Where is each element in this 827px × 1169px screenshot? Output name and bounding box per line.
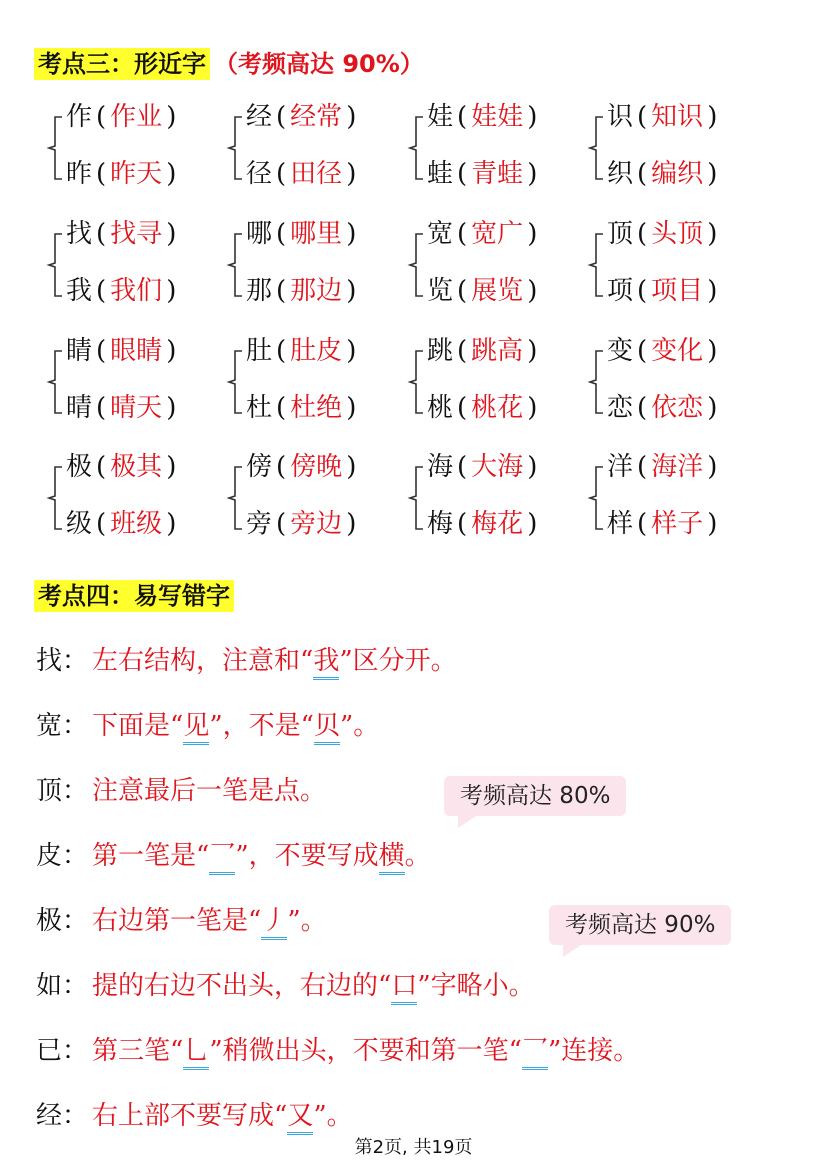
pair-row-first — [427, 101, 541, 133]
explanation-text: ”，不是“ — [209, 711, 314, 741]
brace-icon — [226, 466, 244, 530]
open-paren: ( — [637, 452, 648, 482]
close-paren: ) — [527, 102, 538, 132]
open-paren: ( — [637, 336, 648, 366]
pair-word: 班级 — [110, 509, 163, 539]
brace-icon — [587, 466, 605, 530]
error-prone-line — [36, 1030, 639, 1067]
pair-word: 昨天 — [110, 159, 163, 189]
error-prone-line — [36, 770, 326, 807]
close-paren: ) — [166, 452, 177, 482]
pair-word: 旁边 — [290, 509, 343, 539]
explanation-text: 下面是“ — [92, 711, 184, 741]
close-paren: ) — [166, 219, 177, 249]
close-paren: ) — [527, 276, 538, 306]
open-paren: ( — [96, 336, 107, 366]
pair-word: 样子 — [651, 509, 704, 539]
close-paren: ) — [166, 276, 177, 306]
error-prone-line — [36, 835, 431, 872]
pair-character: 旁 — [246, 509, 273, 539]
pair-row-second — [427, 508, 541, 540]
char-pair-group — [407, 337, 597, 427]
brace-icon — [226, 116, 244, 180]
char-pair-group — [587, 337, 777, 427]
open-paren: ( — [457, 509, 468, 539]
open-paren: ( — [457, 219, 468, 249]
pair-row-first — [607, 335, 721, 367]
open-paren: ( — [276, 509, 287, 539]
error-prone-character: 如 — [36, 971, 63, 1001]
pair-word: 跳高 — [471, 336, 524, 366]
pair-character: 洋 — [607, 452, 634, 482]
pair-character: 睛 — [66, 336, 93, 366]
open-paren: ( — [276, 159, 287, 189]
open-paren: ( — [96, 452, 107, 482]
error-prone-character: 极 — [36, 906, 63, 936]
error-prone-character: 顶 — [36, 776, 63, 806]
pair-row-first — [607, 451, 721, 483]
pair-row-second — [66, 158, 180, 190]
open-paren: ( — [276, 393, 287, 423]
open-paren: ( — [457, 452, 468, 482]
pair-word: 那边 — [290, 276, 343, 306]
open-paren: ( — [457, 393, 468, 423]
explanation-text: ”字略小。 — [417, 971, 535, 1001]
highlighted-stroke: 贝 — [314, 711, 340, 745]
brace-icon — [407, 466, 425, 530]
explanation-text: ”，不要写成 — [235, 841, 379, 871]
pair-character: 晴 — [66, 393, 93, 423]
close-paren: ) — [707, 102, 718, 132]
error-prone-character: 经 — [36, 1101, 63, 1131]
pair-word: 依恋 — [651, 393, 704, 423]
close-paren: ) — [166, 159, 177, 189]
pair-character: 顶 — [607, 219, 634, 249]
pair-word: 项目 — [651, 276, 704, 306]
close-paren: ) — [707, 219, 718, 249]
pair-row-second — [427, 275, 541, 307]
brace-icon — [46, 466, 64, 530]
open-paren: ( — [276, 452, 287, 482]
colon: ： — [62, 906, 89, 936]
pair-row-first — [66, 101, 180, 133]
pair-row-first — [246, 335, 360, 367]
explanation-text: 右上部不要写成“ — [92, 1101, 288, 1131]
open-paren: ( — [276, 336, 287, 366]
pair-row-second — [246, 275, 360, 307]
colon: ： — [62, 711, 89, 741]
error-prone-line — [36, 1095, 353, 1132]
close-paren: ) — [707, 509, 718, 539]
pair-row-first — [66, 218, 180, 250]
open-paren: ( — [457, 102, 468, 132]
open-paren: ( — [637, 159, 648, 189]
error-prone-character: 已 — [36, 1036, 63, 1066]
brace-icon — [407, 116, 425, 180]
close-paren: ) — [166, 509, 177, 539]
explanation-text: ”。 — [287, 906, 327, 936]
pair-word: 大海 — [471, 452, 524, 482]
colon: ： — [62, 1101, 89, 1131]
callout-tail — [458, 816, 476, 828]
pair-row-first — [607, 101, 721, 133]
pair-character: 蛙 — [427, 159, 454, 189]
pair-word: 作业 — [110, 102, 163, 132]
explanation-text: ”。 — [313, 1101, 353, 1131]
highlighted-stroke: 口 — [391, 971, 417, 1005]
pair-row-first — [66, 335, 180, 367]
pair-row-first — [427, 335, 541, 367]
close-paren: ) — [346, 393, 357, 423]
pair-word: 青蛙 — [471, 159, 524, 189]
pair-row-second — [246, 392, 360, 424]
pair-word: 变化 — [651, 336, 704, 366]
explanation-text: 右边第一笔是“ — [92, 906, 262, 936]
frequency-callout-1 — [444, 776, 626, 816]
pair-character: 样 — [607, 509, 634, 539]
pair-character: 跳 — [427, 336, 454, 366]
pair-row-first — [66, 451, 180, 483]
open-paren: ( — [276, 102, 287, 132]
char-pair-group — [587, 453, 777, 543]
explanation-text: 提的右边不出头，右边的“ — [92, 971, 392, 1001]
open-paren: ( — [96, 276, 107, 306]
close-paren: ) — [707, 393, 718, 423]
char-pair-group — [587, 220, 777, 310]
section4-title: 考点四：易写错字 — [34, 580, 234, 612]
colon: ： — [62, 646, 89, 676]
close-paren: ) — [166, 102, 177, 132]
pair-word: 肚皮 — [290, 336, 343, 366]
brace-icon — [226, 233, 244, 297]
pair-row-first — [246, 101, 360, 133]
pair-row-second — [66, 392, 180, 424]
highlighted-stroke: 横 — [379, 841, 405, 875]
explanation-text: ”。 — [339, 711, 380, 741]
char-pair-group — [587, 103, 777, 193]
error-prone-line — [36, 965, 535, 1002]
brace-icon — [407, 233, 425, 297]
explanation-text: 左右结构，注意和“ — [92, 646, 314, 676]
colon: ： — [62, 1036, 89, 1066]
char-pair-group — [46, 220, 236, 310]
close-paren: ) — [527, 219, 538, 249]
close-paren: ) — [707, 276, 718, 306]
pair-row-second — [427, 392, 541, 424]
explanation-text: 第三笔“ — [92, 1036, 184, 1066]
brace-icon — [407, 350, 425, 414]
explanation-text: 注意最后一笔是点。 — [92, 776, 327, 806]
pair-character: 哪 — [246, 219, 273, 249]
pair-character: 海 — [427, 452, 454, 482]
char-pair-group — [226, 103, 416, 193]
pair-word: 眼睛 — [110, 336, 163, 366]
section3-heading — [34, 44, 424, 79]
pair-character: 梅 — [427, 509, 454, 539]
section3-title: 考点三：形近字 — [34, 48, 210, 80]
pair-character: 识 — [607, 102, 634, 132]
pair-row-second — [607, 392, 721, 424]
pair-row-second — [607, 275, 721, 307]
pair-character: 经 — [246, 102, 273, 132]
pair-character: 作 — [66, 102, 93, 132]
pair-row-second — [607, 158, 721, 190]
explanation-text: 。 — [404, 841, 431, 871]
pair-character: 昨 — [66, 159, 93, 189]
pair-row-first — [246, 451, 360, 483]
explanation-text: ”连接。 — [547, 1036, 640, 1066]
pair-character: 径 — [246, 159, 273, 189]
pair-word: 梅花 — [471, 509, 524, 539]
pair-word: 展览 — [471, 276, 524, 306]
close-paren: ) — [527, 452, 538, 482]
open-paren: ( — [637, 393, 648, 423]
pair-word: 宽广 — [471, 219, 524, 249]
pair-word: 哪里 — [290, 219, 343, 249]
frequency-callout-2-text: 考频高达 90% — [565, 912, 716, 938]
pair-word: 傍晚 — [290, 452, 343, 482]
pair-character: 傍 — [246, 452, 273, 482]
open-paren: ( — [637, 276, 648, 306]
pair-word: 编织 — [651, 159, 704, 189]
pair-character: 宽 — [427, 219, 454, 249]
open-paren: ( — [276, 219, 287, 249]
close-paren: ) — [346, 276, 357, 306]
colon: ： — [62, 971, 89, 1001]
brace-icon — [587, 116, 605, 180]
close-paren: ) — [346, 452, 357, 482]
char-pair-group — [407, 103, 597, 193]
pair-row-second — [66, 275, 180, 307]
pair-character: 找 — [66, 219, 93, 249]
pair-word: 桃花 — [471, 393, 524, 423]
close-paren: ) — [166, 393, 177, 423]
explanation-text: 第一笔是“ — [92, 841, 210, 871]
highlighted-stroke: 乚 — [183, 1036, 209, 1070]
open-paren: ( — [96, 509, 107, 539]
open-paren: ( — [276, 276, 287, 306]
pair-row-second — [246, 508, 360, 540]
char-pair-group — [226, 220, 416, 310]
pair-character: 织 — [607, 159, 634, 189]
pair-row-second — [427, 158, 541, 190]
brace-icon — [226, 350, 244, 414]
close-paren: ) — [707, 159, 718, 189]
pair-character: 恋 — [607, 393, 634, 423]
char-pair-group — [407, 453, 597, 543]
pair-word: 娃娃 — [471, 102, 524, 132]
open-paren: ( — [96, 159, 107, 189]
error-prone-character: 找 — [36, 646, 63, 676]
frequency-callout-1-text: 考频高达 80% — [460, 783, 611, 809]
pair-word: 经常 — [290, 102, 343, 132]
error-prone-line — [36, 640, 457, 677]
pair-character: 变 — [607, 336, 634, 366]
pair-row-second — [246, 158, 360, 190]
pair-character: 极 — [66, 452, 93, 482]
pair-character: 肚 — [246, 336, 273, 366]
error-prone-character: 皮 — [36, 841, 63, 871]
colon: ： — [62, 841, 89, 871]
brace-icon — [587, 233, 605, 297]
close-paren: ) — [166, 336, 177, 366]
close-paren: ) — [346, 336, 357, 366]
callout-tail — [563, 945, 581, 957]
error-prone-line — [36, 705, 379, 742]
char-pair-group — [46, 453, 236, 543]
char-pair-group — [46, 337, 236, 427]
pair-character: 级 — [66, 509, 93, 539]
colon: ： — [62, 776, 89, 806]
pair-word: 晴天 — [110, 393, 163, 423]
highlighted-stroke: 见 — [183, 711, 209, 745]
pair-word: 极其 — [110, 452, 163, 482]
char-pair-group — [46, 103, 236, 193]
char-pair-group — [407, 220, 597, 310]
brace-icon — [46, 350, 64, 414]
close-paren: ) — [346, 219, 357, 249]
pair-word: 找寻 — [110, 219, 163, 249]
close-paren: ) — [346, 102, 357, 132]
brace-icon — [46, 116, 64, 180]
close-paren: ) — [527, 159, 538, 189]
pair-word: 我们 — [110, 276, 163, 306]
highlighted-stroke: 乛 — [209, 841, 235, 875]
pair-word: 海洋 — [651, 452, 704, 482]
close-paren: ) — [527, 509, 538, 539]
highlighted-stroke: 乛 — [522, 1036, 548, 1070]
pair-row-first — [427, 451, 541, 483]
section3-tag: （考频高达 90%） — [214, 50, 424, 78]
pair-character: 娃 — [427, 102, 454, 132]
pair-word: 田径 — [290, 159, 343, 189]
pair-word: 头顶 — [651, 219, 704, 249]
open-paren: ( — [637, 219, 648, 249]
highlighted-stroke: 丿 — [261, 906, 287, 940]
pair-row-first — [607, 218, 721, 250]
pair-word: 知识 — [651, 102, 704, 132]
pair-character: 项 — [607, 276, 634, 306]
close-paren: ) — [527, 393, 538, 423]
open-paren: ( — [457, 159, 468, 189]
highlighted-stroke: 我 — [313, 646, 339, 680]
page-footer: 第2页, 共19页 — [354, 1137, 473, 1158]
pair-character: 我 — [66, 276, 93, 306]
pair-character: 杜 — [246, 393, 273, 423]
pair-row-first — [246, 218, 360, 250]
pair-character: 桃 — [427, 393, 454, 423]
open-paren: ( — [96, 102, 107, 132]
brace-icon — [587, 350, 605, 414]
highlighted-stroke: 又 — [287, 1101, 313, 1135]
char-pair-group — [226, 337, 416, 427]
close-paren: ) — [527, 336, 538, 366]
pair-word: 杜绝 — [290, 393, 343, 423]
explanation-text: ”稍微出头，不要和第一笔“ — [209, 1036, 522, 1066]
open-paren: ( — [96, 393, 107, 423]
pair-row-first — [427, 218, 541, 250]
close-paren: ) — [707, 336, 718, 366]
close-paren: ) — [346, 159, 357, 189]
error-prone-line — [36, 900, 327, 937]
section4-heading — [34, 576, 234, 611]
explanation-text: ”区分开。 — [339, 646, 457, 676]
open-paren: ( — [457, 336, 468, 366]
frequency-callout-2 — [549, 905, 731, 945]
error-prone-character: 宽 — [36, 711, 63, 741]
pair-character: 那 — [246, 276, 273, 306]
brace-icon — [46, 233, 64, 297]
open-paren: ( — [457, 276, 468, 306]
pair-row-second — [607, 508, 721, 540]
char-pair-group — [226, 453, 416, 543]
open-paren: ( — [637, 102, 648, 132]
pair-row-second — [66, 508, 180, 540]
open-paren: ( — [96, 219, 107, 249]
close-paren: ) — [346, 509, 357, 539]
close-paren: ) — [707, 452, 718, 482]
pair-character: 览 — [427, 276, 454, 306]
open-paren: ( — [637, 509, 648, 539]
